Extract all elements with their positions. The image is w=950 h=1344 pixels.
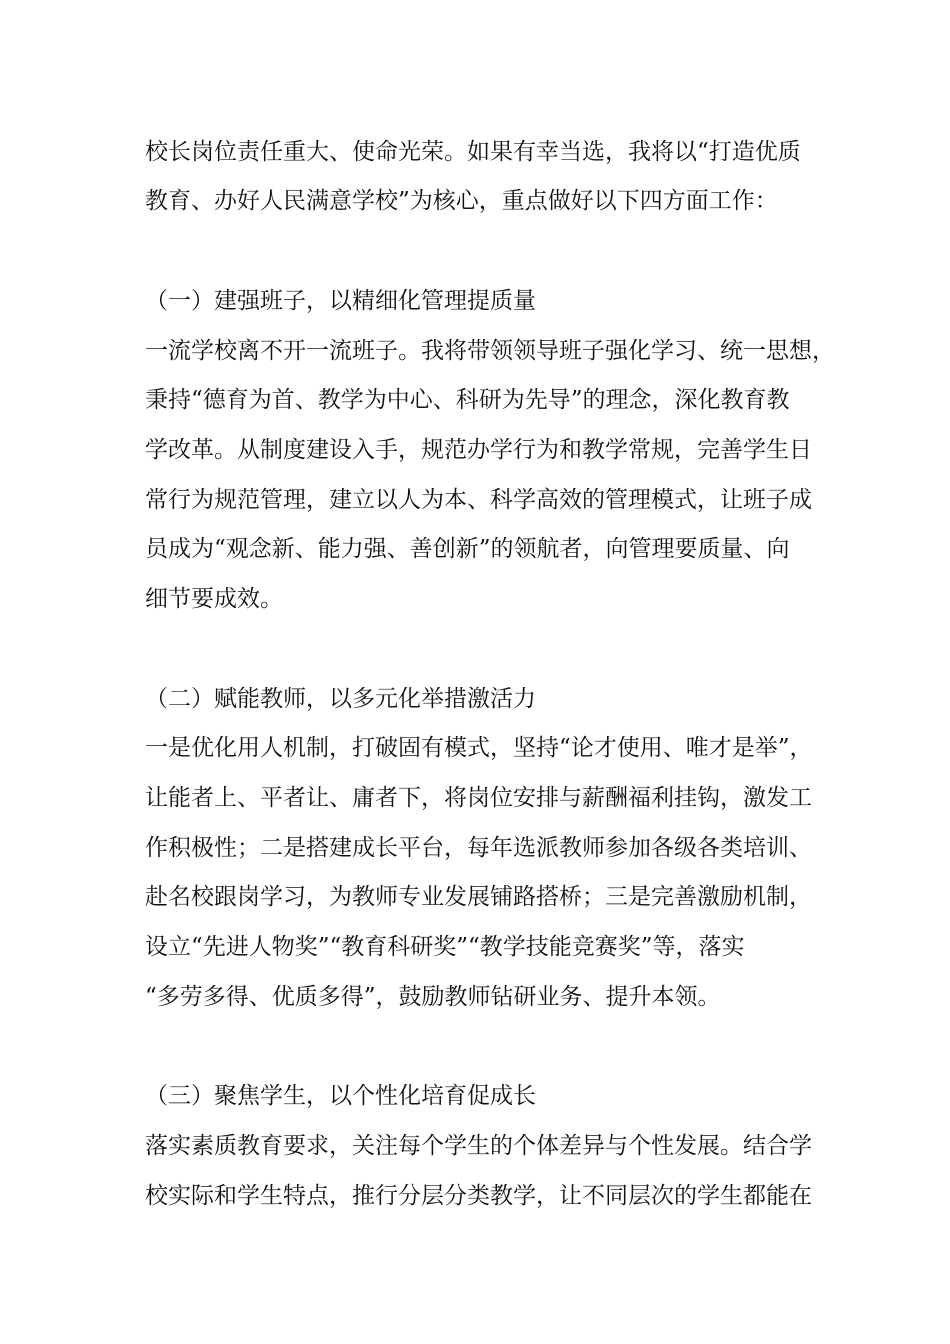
- section-2-line-6: “多劳多得、优质多得”，鼓励教师钻研业务、提升本领。: [145, 984, 721, 1010]
- section-1-line-5: 员成为“观念新、能力强、善创新”的领航者，向管理要质量、向: [145, 536, 790, 562]
- intro-line-2: 教育、办好人民满意学校”为核心，重点做好以下四方面工作：: [145, 188, 778, 214]
- section-1-line-1: 一流学校离不开一流班子。我将带领领导班子强化学习、统一思想，: [145, 338, 835, 364]
- section-1-line-4: 常行为规范管理，建立以人为本、科学高效的管理模式，让班子成: [145, 487, 812, 513]
- section-1-heading: （一）建强班子，以精细化管理提质量: [145, 288, 536, 314]
- intro-line-1: 校长岗位责任重大、使命光荣。如果有幸当选，我将以“打造优质: [145, 139, 801, 165]
- section-1-line-3: 学改革。从制度建设入手，规范办学行为和教学常规，完善学生日: [145, 437, 812, 463]
- section-3-heading: （三）聚焦学生，以个性化培育促成长: [145, 1083, 536, 1109]
- section-3-line-1: 落实素质教育要求，关注每个学生的个体差异与个性发展。结合学: [145, 1133, 812, 1159]
- section-1-line-2: 秉持“德育为首、教学为中心、科研为先导”的理念，深化教育教: [145, 387, 790, 413]
- section-1-line-6: 细节要成效。: [145, 586, 283, 612]
- section-2-line-5: 设立“先进人物奖”“教育科研奖”“教学技能竞赛奖”等，落实: [145, 934, 745, 960]
- section-2-heading: （二）赋能教师，以多元化举措激活力: [145, 686, 536, 712]
- section-2-line-2: 让能者上、平者让、庸者下，将岗位安排与薪酬福利挂钩，激发工: [145, 785, 812, 811]
- section-2-line-1: 一是优化用人机制，打破固有模式，坚持“论才使用、唯才是举”，: [145, 735, 813, 761]
- section-3-line-2: 校实际和学生特点，推行分层分类教学，让不同层次的学生都能在: [145, 1183, 812, 1209]
- section-2-line-4: 赴名校跟岗学习，为教师专业发展铺路搭桥；三是完善激励机制，: [145, 884, 812, 910]
- section-2-line-3: 作积极性；二是搭建成长平台，每年选派教师参加各级各类培训、: [145, 835, 812, 861]
